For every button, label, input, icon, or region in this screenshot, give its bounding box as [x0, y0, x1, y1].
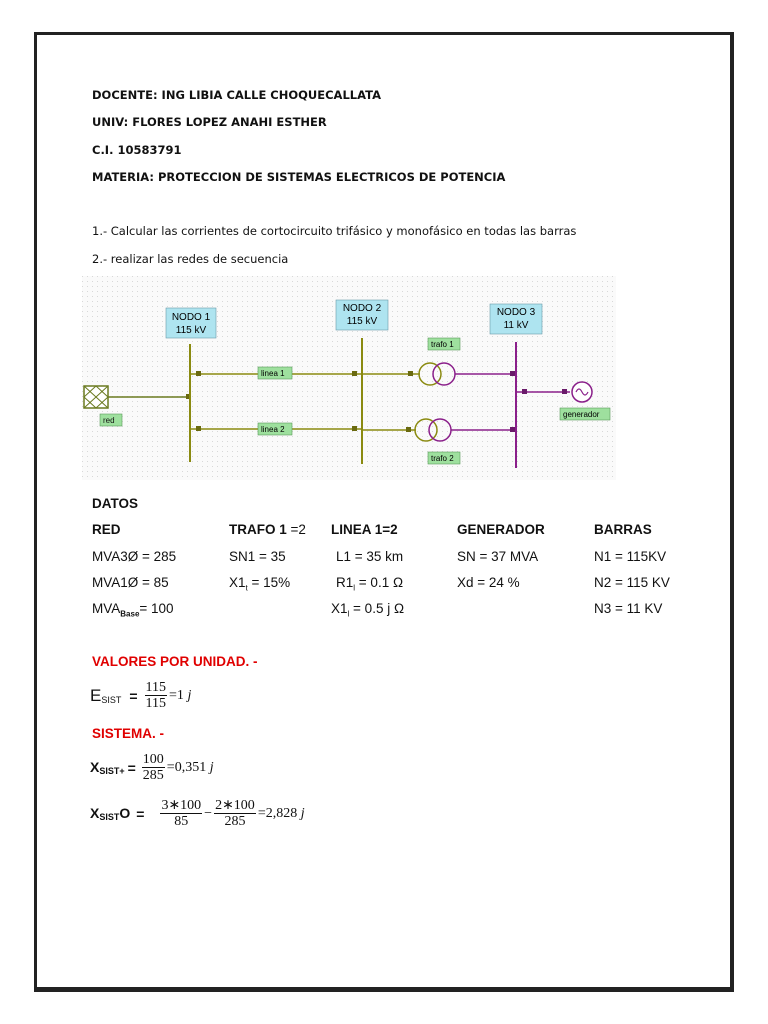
x-sist-zero-equation: $X_{SIST}O$ = $\frac{3∗100}{85}$ − $\frac{2∗100}{285}$ =2,828 j: [90, 798, 305, 829]
generador-sn: SN = 37 MVA: [457, 549, 539, 564]
nodo-3-voltage: 11 kV: [503, 320, 529, 331]
red-header: RED: [92, 522, 121, 537]
red-tag-label: red: [103, 416, 115, 425]
question-2: 2.- realizar las redes de secuencia: [92, 252, 289, 266]
red-mva1: MVA1Ø = 85: [92, 575, 169, 590]
materia-line: MATERIA: PROTECCION DE SISTEMAS ELECTRICOS DE POTENCIA: [92, 170, 506, 184]
generador-header: GENERADOR: [457, 522, 545, 537]
question-1: 1.- Calcular las corrientes de cortocircuito trifásico y monofásico en todas las barras: [92, 224, 577, 238]
linea-2-label: linea 2: [261, 425, 285, 434]
generador-xd: Xd = 24 %: [457, 575, 520, 590]
trafo-sn1: SN1 = 35: [229, 549, 286, 564]
linea-x1l: $X1_l = 0.5$ j Ω: [331, 601, 405, 619]
ci-line: C.I. 10583791: [92, 143, 182, 157]
barras-n3: N3 = 11 KV: [594, 601, 663, 616]
trafo-x1t: $X1_t = 15\%$: [229, 575, 291, 593]
nodo-2-name: NODO 2: [342, 303, 382, 314]
red-source-icon: [84, 386, 108, 408]
barras-n1: N1 = 115KV: [594, 549, 667, 564]
trafo-1-label: trafo 1: [431, 340, 454, 349]
trafo-2-label: trafo 2: [431, 454, 454, 463]
datos-title: DATOS: [92, 496, 139, 511]
generator-icon: [572, 382, 592, 402]
trafo-header: TRAFO 1 =2: [229, 522, 306, 537]
linea-1-label: linea 1: [261, 369, 285, 378]
x-sist-pos-equation: $X_{SIST+}$ = $\frac{100}{285}$ =0,351 j: [90, 752, 214, 783]
red-mva3: MVA3Ø = 285: [92, 549, 177, 564]
valores-por-unidad-title: VALORES POR UNIDAD. -: [92, 654, 258, 669]
linea-l1: L1 = 35 km: [336, 549, 404, 564]
barras-header: BARRAS: [594, 522, 652, 537]
e-sist-equation: $E_{SIST}$ = $\frac{115}{115}$ =1 j: [90, 680, 192, 711]
nodo-2-voltage: 115 kV: [346, 316, 378, 327]
red-mvabase: $MVA_{Base}= 100$: [92, 601, 174, 619]
sistema-title: SISTEMA. -: [92, 726, 165, 741]
docente-line: DOCENTE: ING LIBIA CALLE CHOQUECALLATA: [92, 88, 381, 102]
nodo-1-voltage: 115 kV: [175, 325, 207, 336]
generador-label: generador: [563, 410, 600, 419]
one-line-diagram: [82, 276, 616, 480]
linea-r1l: $R1_l = 0.1$ Ω: [336, 575, 404, 593]
linea-header: LINEA 1=2: [331, 522, 398, 537]
univ-line: UNIV: FLORES LOPEZ ANAHI ESTHER: [92, 115, 327, 129]
nodo-3-name: NODO 3: [496, 307, 536, 318]
nodo-1-name: NODO 1: [171, 312, 211, 323]
barras-n2: N2 = 115 KV: [594, 575, 670, 590]
